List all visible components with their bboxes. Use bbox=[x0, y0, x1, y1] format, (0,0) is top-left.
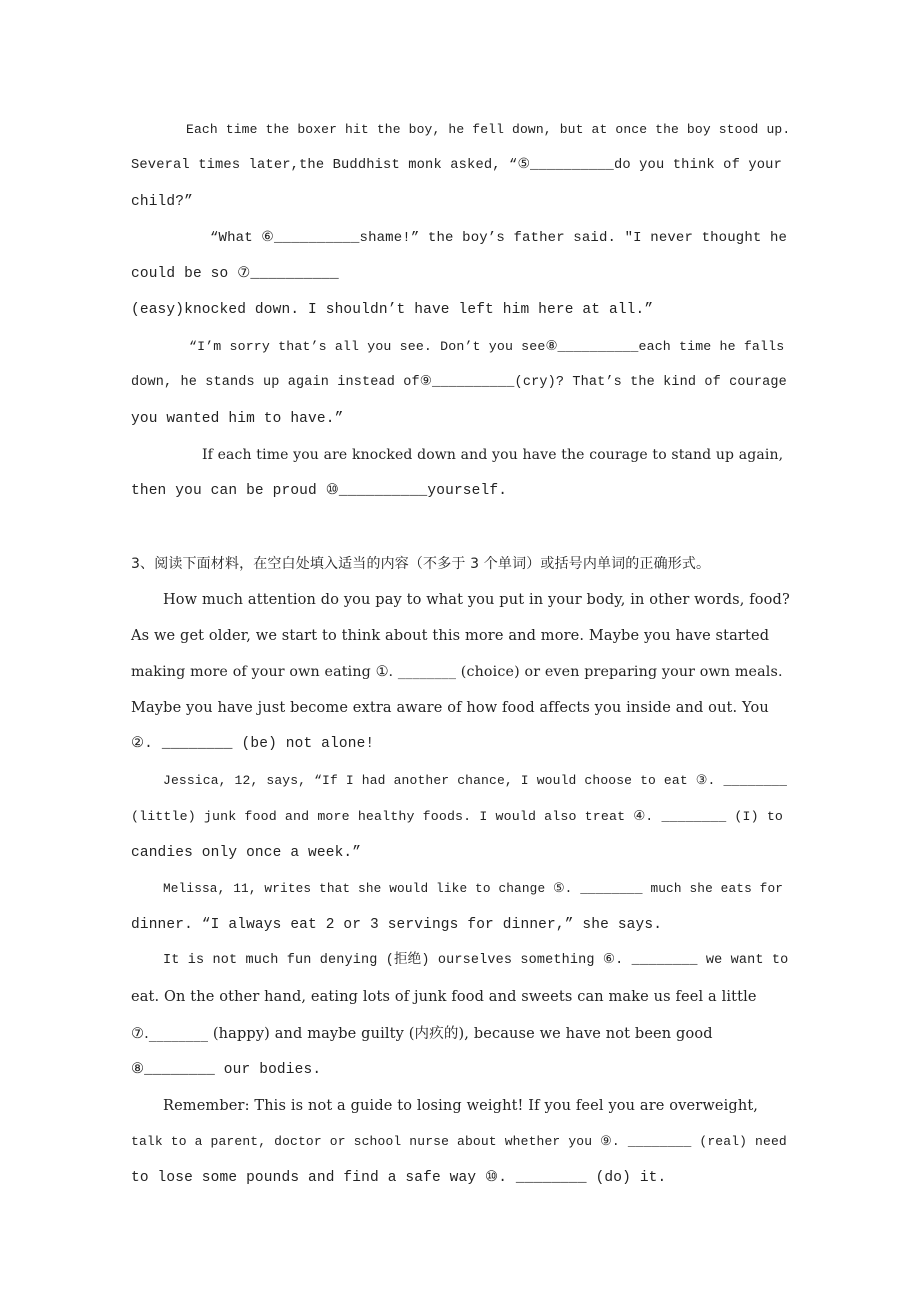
passage2-line-2: Several times later,the Buddhist monk asked, “⑤__________do you think of your bbox=[131, 158, 782, 173]
section3-line-15: Remember: This is not a guide to losing weight! If you feel you are overweight, bbox=[163, 1098, 759, 1114]
passage2-line-11: then you can be proud ⑩__________yourself. bbox=[131, 483, 508, 499]
passage2-line-4: “What ⑥__________shame!” the boy’s father said. ″I never thought he bbox=[210, 230, 788, 246]
passage2-line-9: you wanted him to have.” bbox=[131, 411, 344, 427]
section3-line-6: Jessica, 12, says, “If I had another chance, I would choose to eat ③. ________ bbox=[163, 773, 788, 788]
passage2-line-7: “I’m sorry that’s all you see. Don’t you see⑧__________each time he falls bbox=[189, 339, 785, 354]
section3-line-10: dinner. “I always eat 2 or 3 servings for dinner,” she says. bbox=[131, 917, 663, 933]
section3-line-14: ⑧________ our bodies. bbox=[131, 1062, 322, 1078]
section3-line-5: ②. ________ (be) not alone! bbox=[131, 736, 375, 752]
passage2-line-10: If each time you are knocked down and you have the courage to stand up again, bbox=[202, 447, 784, 463]
section3-line-11: It is not much fun denying (拒绝) ourselves something ⑥. ________ we want to bbox=[163, 953, 789, 968]
section3-line-16: talk to a parent, doctor or school nurse about whether you ⑨. ________ (real) need bbox=[131, 1134, 787, 1149]
section3-line-9: Melissa, 11, writes that she would like to change ⑤. ________ much she eats for bbox=[163, 881, 784, 896]
passage2-line-3: child?” bbox=[131, 194, 193, 210]
section3-line-17: to lose some pounds and find a safe way ⑩. ________ (do) it. bbox=[131, 1170, 667, 1186]
section3-line-7: (little) junk food and more healthy foods. I would also treat ④. ________ (I) to bbox=[131, 809, 784, 824]
section3-line-4: Maybe you have just become extra aware of how food affects you inside and out. You bbox=[131, 700, 769, 716]
section3-line-8: candies only once a week.” bbox=[131, 845, 362, 861]
passage2-line-8: down, he stands up again instead of⑨__________(cry)? That’s the kind of courage bbox=[131, 375, 787, 390]
section3-heading: 3、阅读下面材料，在空白处填入适当的内容（不多于 3 个单词）或括号内单词的正确形式。 bbox=[131, 556, 711, 572]
section3-line-13: ⑦.________ (happy) and maybe guilty (内疚的), because we have not been good bbox=[131, 1026, 713, 1042]
section3-line-1: How much attention do you pay to what you put in your body, in other words, food? bbox=[163, 592, 790, 608]
section3-line-12: eat. On the other hand, eating lots of junk food and sweets can make us feel a little bbox=[131, 989, 757, 1005]
section3-line-3: making more of your own eating ①. ________ (choice) or even preparing your own meals. bbox=[131, 664, 783, 680]
passage2-line-6: (easy)knocked down. I shouldn’t have left him here at all.” bbox=[131, 302, 654, 318]
passage2-line-1: Each time the boxer hit the boy, he fell down, but at once the boy stood up. bbox=[186, 122, 791, 137]
section3-line-2: As we get older, we start to think about this more and more. Maybe you have started bbox=[131, 628, 770, 644]
passage2-line-5: could be so ⑦__________ bbox=[131, 266, 339, 282]
